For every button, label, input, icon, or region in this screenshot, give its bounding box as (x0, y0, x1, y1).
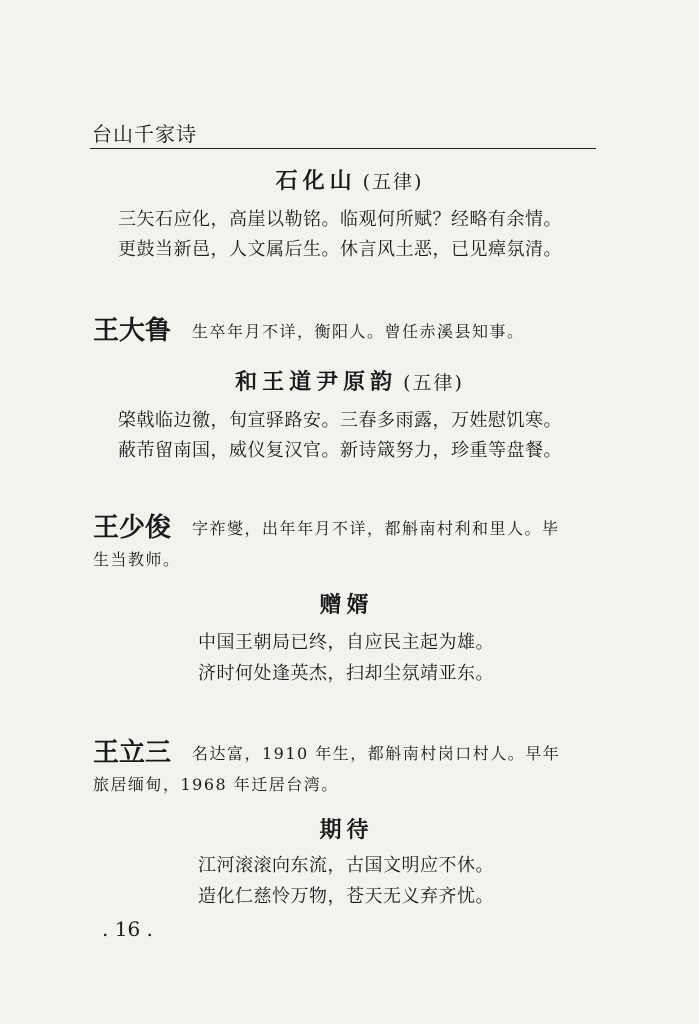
author-bio-line: 生当教师。 (93, 550, 181, 569)
poem-title (0, 365, 699, 396)
page-number: . 16 . (102, 917, 153, 941)
poem-title (0, 164, 699, 195)
author-name: 王少俊 (93, 513, 172, 543)
poem-line: 棨戟临边徼，旬宣驿路安。三春多雨露，万姓慰饥寒。 (118, 410, 562, 431)
poem-line: 蔽芾留南国，威仪复汉官。新诗箴努力，珍重等盘餐。 (118, 440, 562, 461)
poem-line: 造化仁慈怜万物，苍天无义弃齐忧。 (198, 886, 494, 907)
poem-title-text: 期待 (319, 818, 374, 843)
poem-title (0, 813, 699, 844)
author-bio-line: 名达富，1910 年生，都斛南村岗口村人。早年 (192, 744, 561, 763)
poem-line: 济时何处逢英杰，扫却尘氛靖亚东。 (198, 663, 494, 684)
poem-title-text: 和王道尹原韵 (235, 370, 398, 395)
poem-form: (五律) (403, 372, 464, 394)
author-bio-line: 旅居缅甸，1968 年迁居台湾。 (93, 775, 339, 794)
author-name: 王立三 (93, 738, 172, 768)
header-rule (90, 148, 596, 149)
poem-title-text: 赠婿 (319, 593, 374, 618)
running-header-title: 台山千家诗 (92, 122, 197, 146)
poem-line: 更鼓当新邑，人文属后生。休言风土恶，已见瘴氛清。 (118, 239, 562, 260)
poem-line: 三矢石应化，高崖以勒铭。临观何所赋？经略有余情。 (118, 209, 562, 230)
poem-form: (五律) (362, 171, 424, 193)
author-bio-line: 生卒年月不详，衡阳人。曾任赤溪县知事。 (192, 322, 525, 341)
poem-line: 江河滚滚向东流，古国文明应不休。 (198, 855, 494, 876)
poem-line: 中国王朝局已终，自应民主起为雄。 (198, 632, 494, 653)
poem-title-text: 石化山 (275, 169, 357, 194)
poem-title (0, 588, 699, 619)
author-bio-line: 字祚燮，出年年月不详，都斛南村利和里人。毕 (192, 519, 560, 538)
author-name: 王大鲁 (93, 316, 172, 346)
